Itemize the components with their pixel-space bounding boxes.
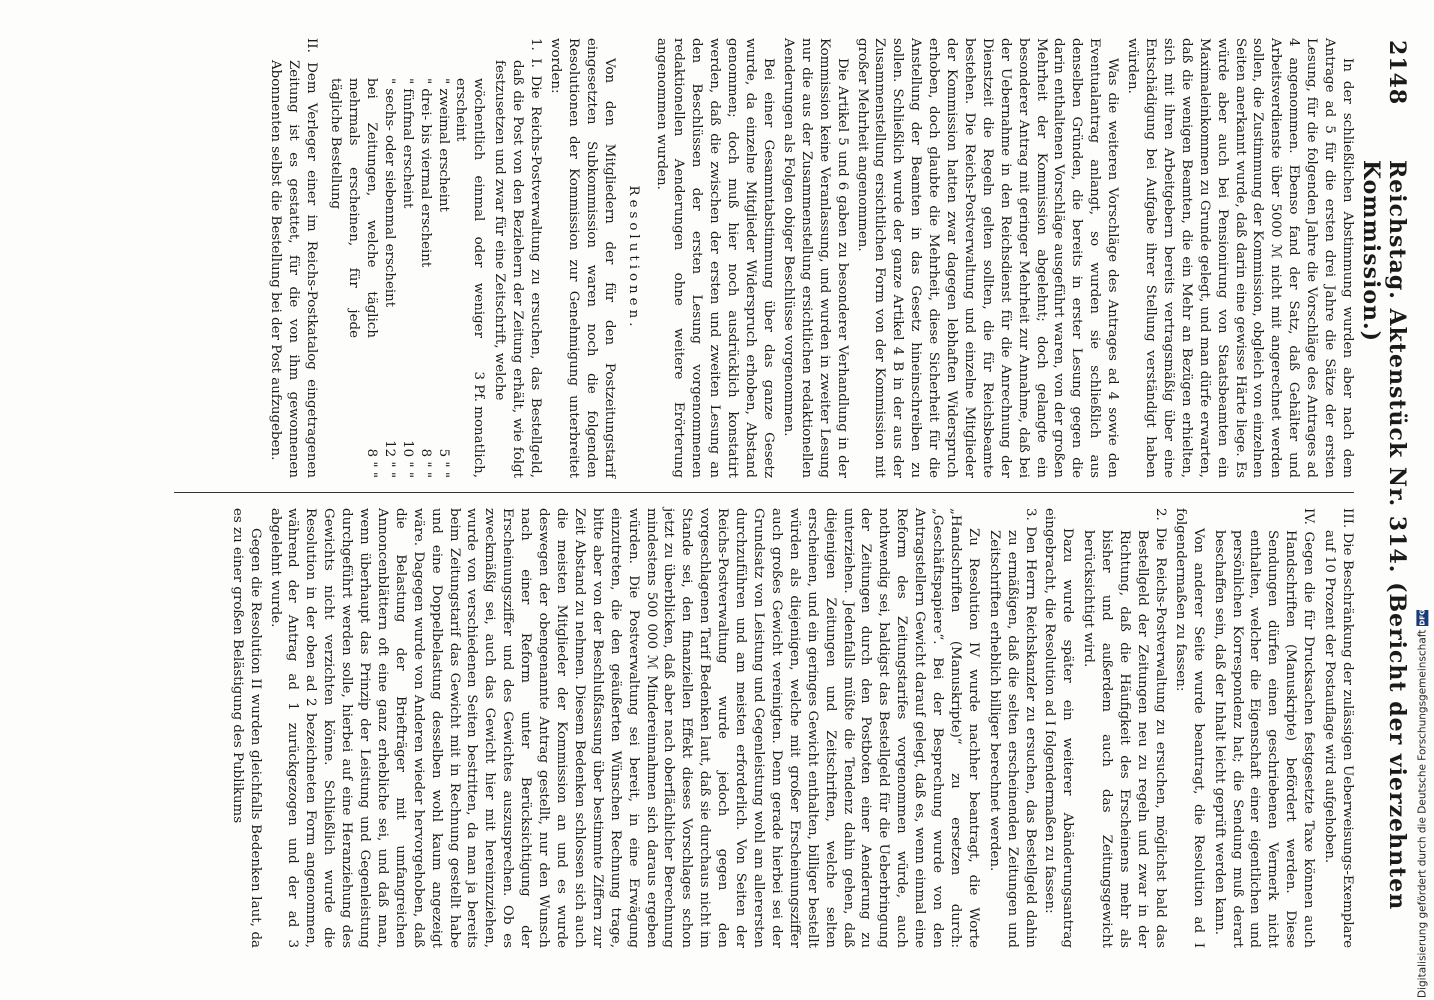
- rate-value: 12 " ": [381, 440, 397, 478]
- paragraph: Was die weiteren Vorschläge des Antrages ad 4 sowie den Eventualantrag anlangt, so wurden sie schließlich aus denselben Gründen, die bereits in erster Lesung gegen die darin enthaltenen Vorschläge ausgeführt waren, von der großen Mehrheit der Kommission abgelehnt; doch gelangte ein besonderer Antrag mit geringer Mehrheit zur Annahme, daß bei der Uebernahme in den Reichsdienst für die Anrechnung der Dienstzeit die Regeln gelten sollten, die für Reichsbeamte bestehen. Die Reichs-Postverwaltung und einzelne Mitglieder der Kommission hatten zwar dagegen lebhaften Widerspruch erhoben, doch glaubte die Mehrheit, diese Sicherheit für die Anstellung der Beamten in das Gesetz hineinschreiben zu sollen. Schließlich wurde der ganze Artikel 4 B in der aus der Zusammenstellung ersichtlichen Form von der Kommission mit großer Mehrheit angenommen.: [854, 38, 1121, 478]
- rate-row: [452, 78, 488, 478]
- paragraph: Zu Resolution IV wurde nachher beantragt, die Worte „Handschriften (Manuskripte)“ zu ersetzen durch: „Geschäftspapiere“. Bei der Besprechung wurde von den Antragstellern Gewicht darauf gelegt, daß es, wenn einmal eine Reform des Zeitungstarifes vorgenommen würde, auch nothwendig sei, baldigst das Bestellgeld für die Ueberbringung der Zeitungen durch den Postboten einer Aenderung zu unterziehen. Jedenfalls müßte die Tendenz dahin gehen, daß diejenigen Zeitungen und Zeitschriften, welche selten erscheinen, und ein geringes Gewicht enthalten, billiger bestellt würden als diejenigen, welche mit großer Erscheinungsziffer auch großes Gewicht vereinigten. Denn gerade hierbei sei der Grundsatz von Leistung und Gegenleistung wohl am allerersten durchzuführen und am meisten erforderlich. Von Seiten der Reichs-Postverwaltung wurde jedoch gegen den vorgeschlagenen Tarif Bedenken laut, daß sie durchaus nicht im Stande sei, den finanziellen Effekt dieses Vorschlages schon jetzt zu überblicken, daß aber nach oberflächlicher Berechnung mindestens 500 000 ℳ Mindereinnahmen sich daraus ergeben würden. Die Postverwaltung sei bereit, in eine Erwägung einzutreten, die den geäußerten Wünschen Rechnung trage, bitte aber von der Beschlußfassung über bestimmte Ziffern zur Zeit Abstand zu nehmen. Diesem Bedenken schlossen sich auch die meisten Mitglieder der Kommission an und es wurde deswegen der obengenannte Antrag gestellt, nur den Wunsch nach einer Reform unter Berücksichtigung der Erscheinungsziffer und des Gewichtes auszusprechen. Ob es zweckmäßig sei, auch das Gewicht hier mit hereinzuziehen, wurde von verschiedenen Seiten bestritten, da man ja bereits beim Zeitungstarif das Gewicht mit in Rechnung gestellt habe und eine Doppelbelastung desselben wohl kaum angezeigt wäre. Dagegen wurde von Anderen wieder hervorgehoben, daß die Belastung der Briefträger mit umfangreichen Annoncenblättern oft eine ganz erhebliche sei, und daß man, wenn überhaupt das Prinzip der Leistung und Gegenleistung durchgeführt werden solle, hierbei auf eine Heranziehung des Gewichts nicht verzichten könne. Schließlich wurde die Resolution in der oben ad 2 bezeichneten Form angenommen, während der Antrag ad 1 zurückgezogen und der ad 3 abgelehnt wurde.: [267, 508, 981, 948]
- rate-row: [434, 78, 452, 478]
- left-column: [264, 38, 1356, 478]
- rate-label: " fünfmal erscheint: [399, 78, 415, 209]
- column-divider: [174, 492, 1354, 493]
- dfg-logo-icon: DFG: [1418, 609, 1426, 626]
- credit-text: Digitalisierung gefördert durch die Deutsche Forschungsgemeinschaft: [1416, 629, 1428, 998]
- paragraph: Von anderer Seite wurde beantragt, die Resolution ad I folgendermaßen zu fassen:: [1172, 508, 1206, 948]
- page-number: 2148: [1384, 40, 1410, 106]
- rate-row: [326, 78, 380, 478]
- rate-value: 10 " ": [399, 440, 415, 478]
- rate-table: [326, 78, 487, 478]
- right-column: [226, 508, 1356, 948]
- rate-value: 5 " ": [435, 448, 451, 478]
- rate-row: [398, 78, 416, 478]
- rate-label: bei Zeitungen, welche täglich mehrmals erscheinen, für jede tägliche Bestellung: [328, 78, 379, 338]
- paragraph: Die Artikel 5 und 6 gaben zu besonderer Verhandlung in der Kommission keine Veranlassung, und wurden in zweiter Lesung nur die aus der Zusammenstellung ersichtlichen redaktionellen Aenderungen als Folgen obiger Beschlüsse vorgenommen.: [780, 38, 850, 478]
- rate-row: [416, 78, 434, 478]
- rate-row: [380, 78, 398, 478]
- resolution-item: IV. Gegen die für Drucksachen festgesetzte Taxe können auch Handschriften (Manuskripte) befördert werden. Diese Sendungen dürfen einen geschriebenen Vermerk nicht enthalten, welcher die Eigenschaft einer eigentlichen und persönlichen Korrespondenz hat; die Sendung muß derart beschaffen sein, daß der Inhalt leicht geprüft werden kann.: [1211, 508, 1317, 948]
- page-header: [1358, 40, 1410, 960]
- rate-label: " sechs- oder siebenmal erscheint: [381, 78, 397, 308]
- resolution-item: 1. I. Die Reichs-Postverwaltung zu ersuchen, das Bestellgeld, daß die Post von den Beziehern der Zeitung erhält, wie folgt festzusetzen und zwar für eine Zeitschrift, welche: [492, 38, 544, 478]
- rate-value: 3 Pf. monatlich,: [471, 371, 487, 478]
- rate-value: 8 " ": [417, 448, 433, 478]
- page-title: Reichstag. Aktenstück Nr. 314. (Bericht der vierzehnten Kommission.): [1358, 160, 1410, 911]
- paragraph: Bei einer Gesammtabstimmung über das ganze Gesetz wurde, da einzelne Mitglieder Widerspruch erhoben, Abstand genommen; doch muß hier noch ausdrücklich konstatirt werden, daß die zwischen der ersten und zweiten Lesung an den Beschlüssen der ersten Lesung vorgenommenen redaktionellen Aenderungen ohne weitere Erörterung angenommen wurden.: [653, 38, 776, 478]
- digitization-credit: [1416, 610, 1428, 998]
- paragraph: Von den Mitgliedern der für den Postzeitungstarif eingesetzten Subkommission waren noch die folgenden Resolutionen der Kommission zur Genehmigung unterbreitet worden:: [548, 38, 617, 478]
- rate-label: " drei- bis viermal erscheint: [417, 78, 433, 268]
- resolution-item: II. Dem Verleger einer im Reichs-Postkatalog eingetragenen Zeitung ist es gestattet, für die von ihm gewonnenen Abonnenten selbst die Bestellung bei der Post aufzugeben.: [268, 38, 320, 478]
- resolution-item: 3. Den Herrn Reichskanzler zu ersuchen, das Bestellgeld dahin zu ermäßigen, daß die selten erscheinenden Zeitungen und Zeitschriften erheblich billiger berechnet werden.: [986, 508, 1038, 948]
- resolution-item: 2. Die Reichs-Postverwaltung zu ersuchen, möglichst bald das Bestellgeld der Zeitungen neu zu regeln und zwar in der Richtung, daß die Häufigkeit des Erscheinens mehr als bisher und außerdem auch das Zeitungsgewicht berücksichtigt wird.: [1081, 508, 1168, 948]
- resolution-item: III. Die Beschränkung der zulässigen Ueberweisungs-Exemplare auf 10 Prozent der Postauflage wird aufgehoben.: [1322, 508, 1355, 948]
- resolutions-heading: Resolutionen.: [625, 185, 641, 331]
- paragraph: Gegen die Resolution II wurden gleichfalls Bedenken laut, da es zu einer großen Belästigung des Publikums: [229, 508, 263, 948]
- paragraph: Dazu wurde später ein weiterer Abänderungsantrag eingebracht, die Resolution ad I folgendermaßen zu fassen:: [1042, 508, 1076, 948]
- paragraph: In der schließlichen Abstimmung wurden aber nach dem Antrage ad 5 für die ersten drei Jahre die Sätze der ersten Lesung, für die folgenden Jahre die Vorschläge des Antrages ad 4 angenommen. Ebenso fand der Satz, daß Gehälter und Arbeitsverdienste über 5000 ℳ nicht mit angerechnet werden sollen, die Zustimmung der Kommission, obgleich von einzelnen Seiten anerkannt wurde, daß darin eine gewisse Härte liege. Es würde aber auch bei Pensionirung von Staatsbeamten ein Maximaleinkommen zu Grunde gelegt, und man dürfe erwarten, daß die wenigen Beamten, die ein Mehr an Bezügen erhielten, sich mit ihren Arbeitgebern bereits vertragsmäßig über eine Entschädigung bei Aufgabe ihrer Stellung verständigt haben würden.: [1125, 38, 1355, 478]
- rate-label: wöchentlich einmal oder weniger erscheint: [453, 78, 487, 338]
- rate-label: " zweimal erscheint: [435, 78, 451, 212]
- rate-value: 8 " ": [363, 448, 379, 478]
